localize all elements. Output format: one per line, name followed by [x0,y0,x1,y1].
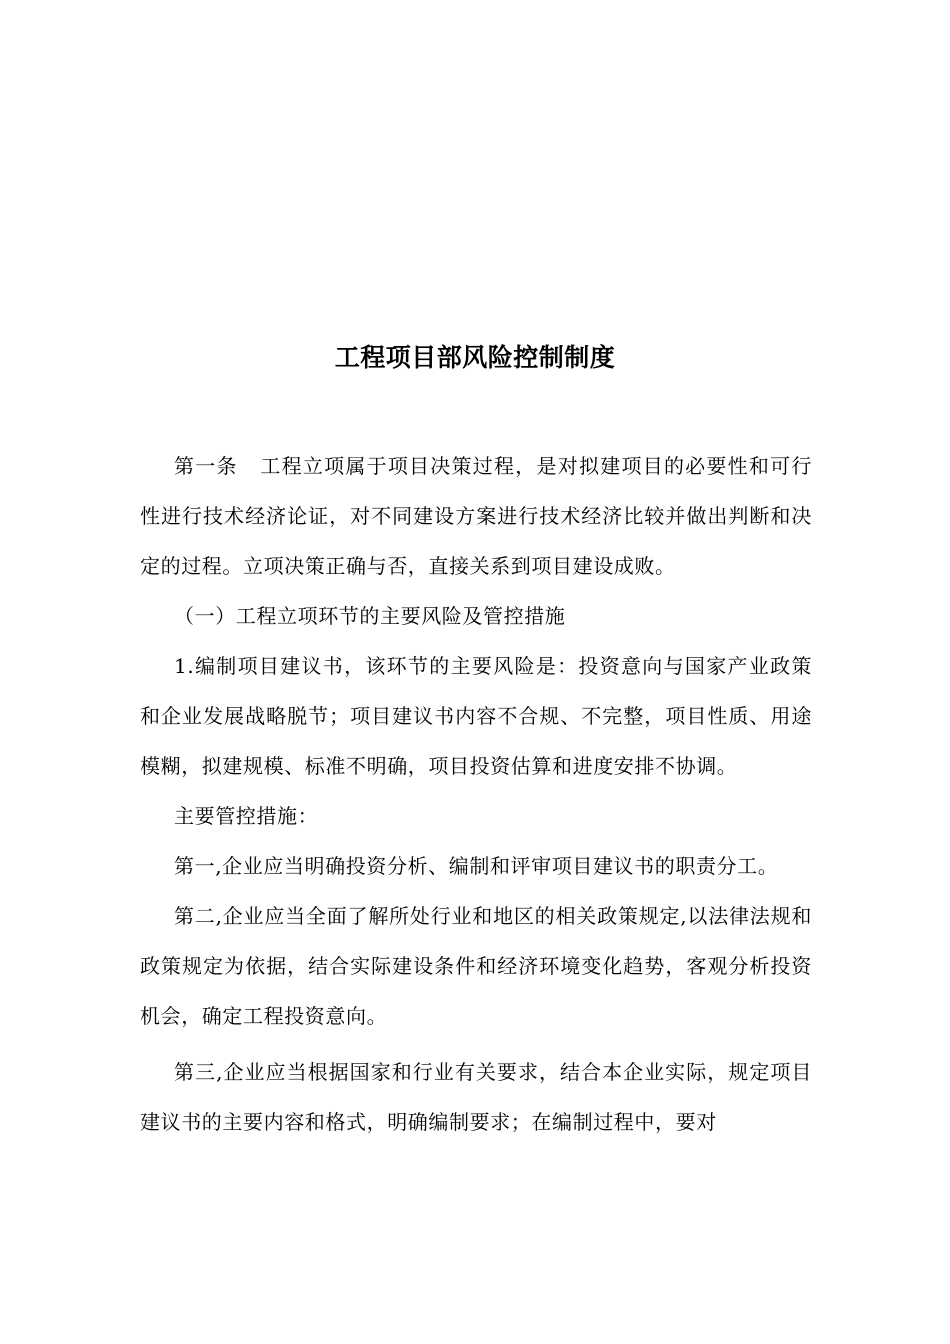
paragraph-article-one [140,441,812,591]
paragraph-measure-first: 第一,企业应当明确投资分析、编制和评审项目建议书的职责分工。 [174,854,779,878]
paragraph-measures-label: 主要管控措施： [174,804,319,828]
document-title: 工程项目部风险控制制度 [334,343,616,372]
document-body [140,441,812,1147]
paragraph-measure-third: 第三,企业应当根据国家和行业有关要求，结合本企业实际，规定项目建议书的主要内容和格式，明确编制要求；在编制过程中，要对 [140,1060,812,1134]
article-number: 第一条 [174,454,238,478]
paragraph-item-one: 1.编制项目建议书，该环节的主要风险是：投资意向与国家产业政策和企业发展战略脱节；项目建议书内容不合规、不完整，项目性质、用途模糊，拟建规模、标准不明确，项目投资估算和进度安排不协调。 [140,654,812,778]
section-heading: （一）工程立项环节的主要风险及管控措施 [174,604,566,628]
paragraph-measure-second: 第二,企业应当全面了解所处行业和地区的相关政策规定,以法律法规和政策规定为依据，结合实际建设条件和经济环境变化趋势，客观分析投资机会，确定工程投资意向。 [140,904,812,1028]
paragraph-text: 工程立项属于项目决策过程，是对拟建项目的必要性和可行性进行技术经济论证，对不同建设方案进行技术经济比较并做出判断和决定的过程。立项决策正确与否，直接关系到项目建设成败。 [140,454,812,578]
